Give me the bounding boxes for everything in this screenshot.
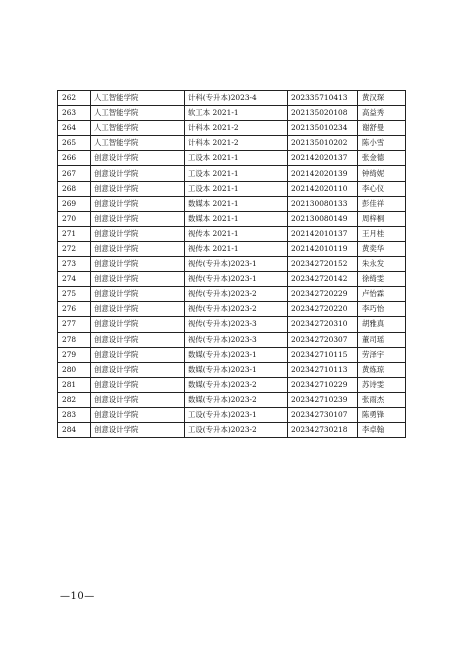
cell-college: 人工智能学院 xyxy=(91,136,185,151)
cell-college: 创意设计学院 xyxy=(91,181,185,196)
cell-student-name: 苏诗雯 xyxy=(358,377,406,392)
cell-row-number: 268 xyxy=(58,181,91,196)
cell-student-name: 黄汉琛 xyxy=(358,91,406,106)
cell-student-name: 黄炼琼 xyxy=(358,362,406,377)
cell-class: 视传本 2021-1 xyxy=(185,226,288,241)
cell-student-id: 202342710113 xyxy=(288,362,358,377)
cell-class: 数媒本 2021-1 xyxy=(185,196,288,211)
cell-college: 创意设计学院 xyxy=(91,392,185,407)
cell-college: 创意设计学院 xyxy=(91,272,185,287)
cell-class: 计科本 2021-2 xyxy=(185,121,288,136)
table-row xyxy=(58,151,406,166)
cell-class: 计科本 2021-2 xyxy=(185,136,288,151)
cell-class: 数媒(专升本)2023-2 xyxy=(185,392,288,407)
table-row xyxy=(58,121,406,136)
cell-row-number: 280 xyxy=(58,362,91,377)
cell-class: 视传(专升本)2023-2 xyxy=(185,287,288,302)
cell-class: 软工本 2021-1 xyxy=(185,106,288,121)
table-row xyxy=(58,241,406,256)
table-row xyxy=(58,377,406,392)
cell-college: 创意设计学院 xyxy=(91,166,185,181)
cell-row-number: 263 xyxy=(58,106,91,121)
cell-student-name: 彭佳祥 xyxy=(358,196,406,211)
cell-college: 创意设计学院 xyxy=(91,287,185,302)
table-row xyxy=(58,196,406,211)
cell-student-id: 202142020139 xyxy=(288,166,358,181)
cell-student-name: 王月桂 xyxy=(358,226,406,241)
cell-student-id: 202342720307 xyxy=(288,332,358,347)
table-row xyxy=(58,302,406,317)
cell-row-number: 269 xyxy=(58,196,91,211)
cell-row-number: 277 xyxy=(58,317,91,332)
cell-college: 创意设计学院 xyxy=(91,257,185,272)
cell-class: 视传(专升本)2023-1 xyxy=(185,272,288,287)
cell-row-number: 273 xyxy=(58,257,91,272)
cell-student-id: 202342710239 xyxy=(288,392,358,407)
table-row xyxy=(58,317,406,332)
table-row xyxy=(58,362,406,377)
cell-student-name: 高益秀 xyxy=(358,106,406,121)
cell-student-id: 202342720152 xyxy=(288,257,358,272)
cell-row-number: 275 xyxy=(58,287,91,302)
cell-row-number: 267 xyxy=(58,166,91,181)
cell-student-name: 张雨杰 xyxy=(358,392,406,407)
cell-college: 创意设计学院 xyxy=(91,377,185,392)
cell-college: 创意设计学院 xyxy=(91,332,185,347)
cell-student-name: 朱永发 xyxy=(358,257,406,272)
cell-student-name: 胡雅真 xyxy=(358,317,406,332)
cell-row-number: 283 xyxy=(58,407,91,422)
cell-college: 创意设计学院 xyxy=(91,317,185,332)
cell-student-name: 李巧怡 xyxy=(358,302,406,317)
cell-row-number: 264 xyxy=(58,121,91,136)
table-row xyxy=(58,332,406,347)
table-row xyxy=(58,91,406,106)
table-row xyxy=(58,226,406,241)
cell-row-number: 272 xyxy=(58,241,91,256)
table-row xyxy=(58,272,406,287)
cell-class: 工设(专升本)2023-1 xyxy=(185,407,288,422)
cell-row-number: 274 xyxy=(58,272,91,287)
cell-class: 数媒(专升本)2023-1 xyxy=(185,347,288,362)
cell-class: 工设本 2021-1 xyxy=(185,166,288,181)
cell-college: 人工智能学院 xyxy=(91,121,185,136)
cell-student-id: 202342720220 xyxy=(288,302,358,317)
cell-class: 视传本 2021-1 xyxy=(185,241,288,256)
cell-student-name: 卢怡霖 xyxy=(358,287,406,302)
cell-row-number: 266 xyxy=(58,151,91,166)
table-row xyxy=(58,257,406,272)
cell-college: 创意设计学院 xyxy=(91,151,185,166)
cell-row-number: 276 xyxy=(58,302,91,317)
cell-student-id: 202142020137 xyxy=(288,151,358,166)
cell-college: 创意设计学院 xyxy=(91,302,185,317)
cell-student-id: 202130080133 xyxy=(288,196,358,211)
cell-student-id: 202342710115 xyxy=(288,347,358,362)
cell-row-number: 270 xyxy=(58,211,91,226)
cell-student-name: 李心仪 xyxy=(358,181,406,196)
cell-college: 创意设计学院 xyxy=(91,407,185,422)
table-row xyxy=(58,106,406,121)
cell-class: 视传(专升本)2023-3 xyxy=(185,317,288,332)
cell-college: 创意设计学院 xyxy=(91,362,185,377)
cell-class: 视传(专升本)2023-2 xyxy=(185,302,288,317)
cell-row-number: 281 xyxy=(58,377,91,392)
cell-student-id: 202342720229 xyxy=(288,287,358,302)
cell-student-id: 202342730218 xyxy=(288,423,358,438)
cell-student-id: 202335710413 xyxy=(288,91,358,106)
cell-row-number: 282 xyxy=(58,392,91,407)
cell-class: 视传(专升本)2023-3 xyxy=(185,332,288,347)
cell-student-id: 202342720310 xyxy=(288,317,358,332)
table-row xyxy=(58,347,406,362)
table-row xyxy=(58,181,406,196)
cell-student-id: 202135010234 xyxy=(288,121,358,136)
cell-student-name: 钟绮妮 xyxy=(358,166,406,181)
cell-student-name: 徐绮雯 xyxy=(358,272,406,287)
cell-college: 创意设计学院 xyxy=(91,211,185,226)
cell-student-id: 202135010202 xyxy=(288,136,358,151)
cell-student-id: 202130080149 xyxy=(288,211,358,226)
cell-row-number: 278 xyxy=(58,332,91,347)
cell-student-id: 202142010119 xyxy=(288,241,358,256)
student-roster-table xyxy=(57,90,406,438)
cell-student-name: 张金德 xyxy=(358,151,406,166)
cell-class: 视传(专升本)2023-1 xyxy=(185,257,288,272)
cell-class: 工设本 2021-1 xyxy=(185,151,288,166)
cell-college: 创意设计学院 xyxy=(91,226,185,241)
cell-row-number: 271 xyxy=(58,226,91,241)
table-row xyxy=(58,423,406,438)
table-row xyxy=(58,136,406,151)
table-row xyxy=(58,287,406,302)
cell-row-number: 279 xyxy=(58,347,91,362)
cell-student-id: 202342730107 xyxy=(288,407,358,422)
cell-class: 计科(专升本)2023-4 xyxy=(185,91,288,106)
cell-row-number: 262 xyxy=(58,91,91,106)
table-row xyxy=(58,392,406,407)
cell-student-name: 谢舒曼 xyxy=(358,121,406,136)
cell-student-id: 202142020110 xyxy=(288,181,358,196)
page-number: —10— xyxy=(60,591,95,602)
roster-body xyxy=(58,91,406,438)
cell-student-id: 202135020108 xyxy=(288,106,358,121)
cell-row-number: 265 xyxy=(58,136,91,151)
cell-student-name: 陈勇锋 xyxy=(358,407,406,422)
cell-college: 人工智能学院 xyxy=(91,91,185,106)
cell-student-id: 202342710229 xyxy=(288,377,358,392)
cell-college: 创意设计学院 xyxy=(91,196,185,211)
cell-student-name: 陈小雪 xyxy=(358,136,406,151)
cell-college: 创意设计学院 xyxy=(91,347,185,362)
cell-student-name: 周梓桐 xyxy=(358,211,406,226)
cell-college: 创意设计学院 xyxy=(91,241,185,256)
cell-row-number: 284 xyxy=(58,423,91,438)
cell-student-name: 黄奕华 xyxy=(358,241,406,256)
table-row xyxy=(58,211,406,226)
cell-college: 人工智能学院 xyxy=(91,106,185,121)
cell-student-name: 劳泽宇 xyxy=(358,347,406,362)
cell-class: 数媒本 2021-1 xyxy=(185,211,288,226)
cell-class: 工设(专升本)2023-2 xyxy=(185,423,288,438)
cell-student-id: 202342720142 xyxy=(288,272,358,287)
cell-student-name: 董司瑶 xyxy=(358,332,406,347)
cell-class: 数媒(专升本)2023-2 xyxy=(185,377,288,392)
cell-student-name: 李卓翰 xyxy=(358,423,406,438)
cell-class: 工设本 2021-1 xyxy=(185,181,288,196)
cell-student-id: 202142010137 xyxy=(288,226,358,241)
cell-college: 创意设计学院 xyxy=(91,423,185,438)
table-row xyxy=(58,407,406,422)
cell-class: 数媒(专升本)2023-1 xyxy=(185,362,288,377)
table-row xyxy=(58,166,406,181)
